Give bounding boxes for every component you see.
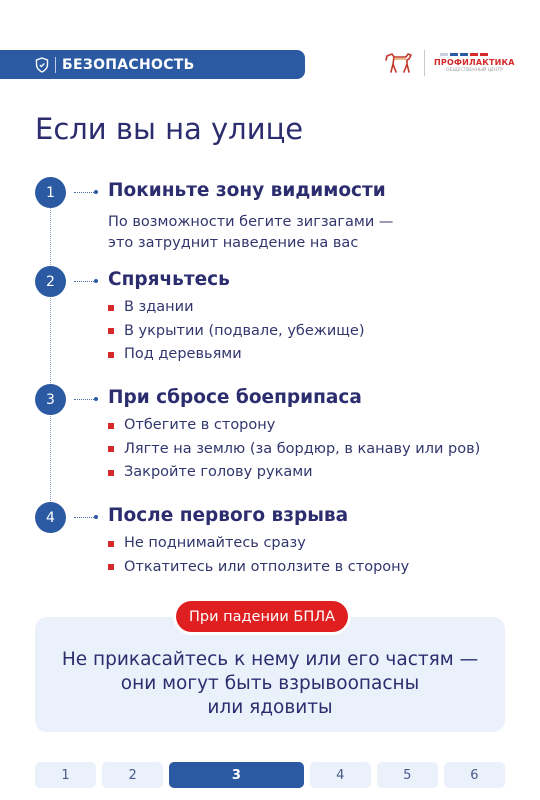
bullet-square-icon (108, 541, 114, 547)
logo-subtitle: ОБЩЕСТВЕННЫЙ ЦЕНТР (446, 68, 503, 73)
page-5-button[interactable]: 5 (377, 762, 438, 788)
step-connector (74, 399, 94, 400)
logo (384, 50, 515, 76)
horse-logo-icon (384, 50, 414, 76)
page-1-button[interactable]: 1 (35, 762, 96, 788)
list-item-text: Откатитесь или отползите в сторону (124, 558, 410, 575)
page-3-button[interactable]: 3 (169, 762, 303, 788)
step-connector (74, 281, 94, 282)
logo-brand: ПРОФИЛАКТИКА (434, 58, 515, 67)
shield-icon (35, 57, 49, 73)
logo-separator (424, 50, 425, 76)
bullet-list (108, 296, 365, 367)
warning-text-line: они могут быть взрывоопасны (120, 673, 420, 694)
logo-text (434, 53, 515, 73)
page-2-button[interactable]: 2 (102, 762, 163, 788)
pagination (35, 762, 505, 788)
list-item (108, 343, 365, 367)
step-dot (94, 397, 98, 401)
warning-text (35, 648, 505, 720)
bullet-list (108, 414, 480, 485)
step-dot (94, 279, 98, 283)
step-number: 4 (35, 502, 66, 533)
flag-stripes-icon (440, 53, 488, 56)
warning-text-line: Не прикасайтесь к нему или его частям — (61, 649, 479, 670)
bullet-square-icon (108, 446, 114, 452)
list-item-text: Закройте голову руками (124, 464, 313, 480)
list-item (108, 296, 365, 320)
header-divider (55, 57, 56, 73)
list-item (108, 532, 409, 556)
step-number: 2 (35, 266, 66, 297)
list-item (108, 414, 480, 438)
page-6-button[interactable]: 6 (444, 762, 505, 788)
page-4-button[interactable]: 4 (310, 762, 371, 788)
list-item-text: В укрытии (подвале, убежище) (124, 322, 365, 339)
list-item (108, 320, 365, 344)
step-heading: После первого взрыва (108, 505, 349, 526)
bullet-square-icon (108, 352, 114, 358)
step-connector (74, 192, 94, 193)
list-item-text: Не поднимайтесь сразу (124, 535, 306, 551)
bullet-square-icon (108, 328, 114, 334)
step-heading: Покиньте зону видимости (108, 180, 386, 201)
bullet-square-icon (108, 564, 114, 570)
section-header (0, 50, 305, 79)
step-heading: При сбросе боеприпаса (108, 387, 362, 408)
bullet-list (108, 532, 409, 579)
list-item-text: Под деревьями (124, 346, 242, 362)
warning-badge: При падении БПЛА (176, 601, 348, 632)
bullet-square-icon (108, 470, 114, 476)
list-item-text: Отбегите в сторону (124, 417, 276, 433)
list-item-text: В здании (124, 299, 194, 315)
bullet-square-icon (108, 423, 114, 429)
step-number: 1 (35, 177, 66, 208)
list-item-text: Лягте на землю (за бордюр, в канаву или ров) (124, 440, 481, 457)
list-item (108, 461, 480, 485)
step-heading: Спрячьтесь (108, 269, 230, 290)
section-title: БЕЗОПАСНОСТЬ (62, 56, 195, 73)
step-description (108, 212, 393, 254)
step-description-line: По возможности бегите зигзагами — (108, 214, 394, 230)
bullet-square-icon (108, 305, 114, 311)
list-item (108, 438, 480, 462)
warning-text-line: или ядовиты (207, 697, 333, 718)
page-title: Если вы на улице (35, 112, 304, 146)
timeline-line (50, 208, 51, 513)
step-number: 3 (35, 384, 66, 415)
step-description-line: это затруднит наведение на вас (108, 235, 359, 251)
step-connector (74, 517, 94, 518)
list-item (108, 556, 409, 580)
step-dot (94, 190, 98, 194)
step-dot (94, 515, 98, 519)
